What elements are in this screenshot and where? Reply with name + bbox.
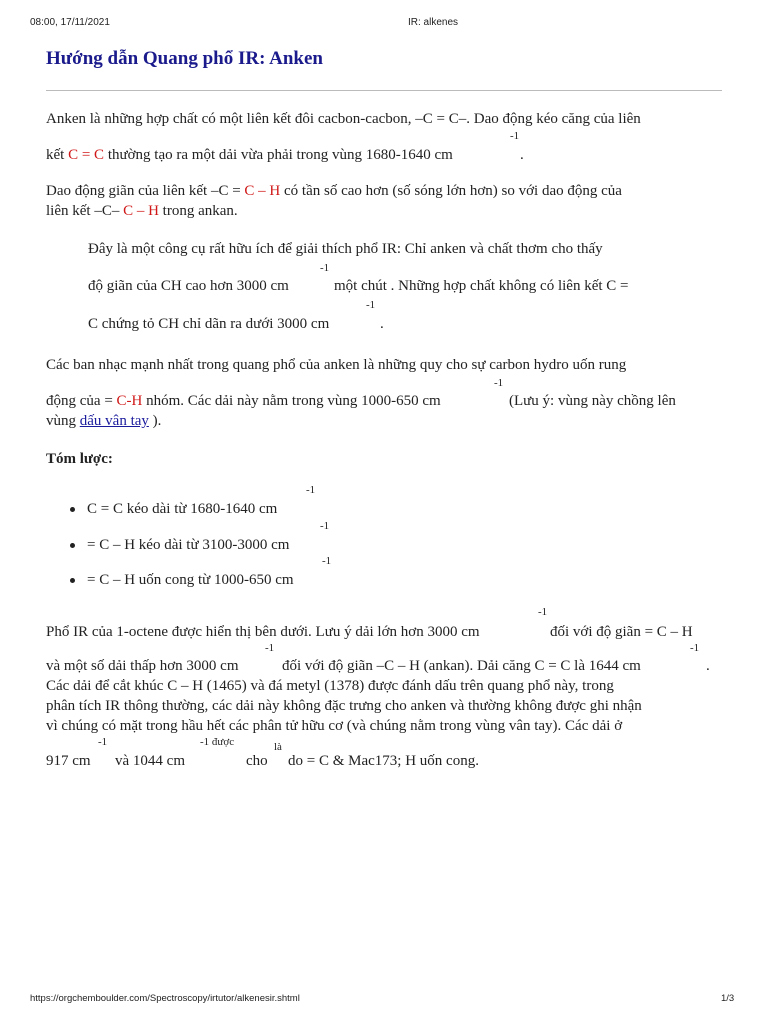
- ch-group-red: C-H: [116, 393, 143, 409]
- p1-line2: kết C = C thường tạo ra một dải vừa phải trong vùng 1680-1640 cm: [46, 147, 453, 163]
- quote-superscript-1: -1: [320, 262, 330, 274]
- quote-line2b: một chút . Những hợp chất không có liên kết C =: [334, 278, 629, 294]
- page-url: https://orgchemboulder.com/Spectroscopy/irtutor/alkenesir.shtml: [30, 993, 300, 1004]
- summary-item-3-sup: -1: [322, 555, 332, 567]
- p4-line3: Các dải để cắt khúc C – H (1465) và đá metyl (1378) được đánh dấu trên quang phổ này, trong: [46, 678, 614, 694]
- p4-sup-b: -1: [265, 642, 275, 654]
- p1-superscript: -1: [510, 130, 520, 142]
- summary-item-1-sup: -1: [306, 484, 316, 496]
- title-divider: [46, 90, 722, 91]
- p4-sup-d: -1: [98, 736, 108, 748]
- p4-line6a: 917 cm: [46, 753, 91, 769]
- quote-line3b: .: [380, 316, 384, 332]
- p4-sup-f: là: [274, 741, 282, 753]
- p4-line2b: đối với độ giãn –C – H (ankan). Dải căng C = C là 1644 cm: [282, 658, 641, 674]
- p1-line1: Anken là những hợp chất có một liên kết đôi cacbon-cacbon, –C = C–. Dao động kéo căng của liên: [46, 111, 641, 127]
- bullet-icon: [70, 507, 75, 512]
- ch-bond-red-1: C – H: [244, 183, 281, 199]
- bullet-icon: [70, 578, 75, 583]
- summary-item-1: C = C kéo dài từ 1680-1640 cm: [87, 501, 278, 517]
- page-title: Hướng dẫn Quang phổ IR: Anken: [46, 48, 323, 69]
- quote-line1: Đây là một công cụ rất hữu ích để giải thích phổ IR: Chỉ anken và chất thơm cho thấy: [88, 241, 603, 257]
- p4-sup-e: -1 được: [200, 736, 235, 748]
- quote-line2a: độ giãn của CH cao hơn 3000 cm: [88, 278, 289, 294]
- ch-bond-red-2: C – H: [123, 203, 159, 219]
- p3-line2: động của = C-H nhóm. Các dải này nằm trong vùng 1000-650 cm: [46, 393, 441, 409]
- p4-sup-a: -1: [538, 606, 548, 618]
- bullet-icon: [70, 543, 75, 548]
- summary-item-2: = C – H kéo dài từ 3100-3000 cm: [87, 537, 290, 553]
- quote-superscript-2: -1: [366, 299, 376, 311]
- p3-line1: Các ban nhạc mạnh nhất trong quang phổ của anken là những quy cho sự carbon hydro uốn rung: [46, 357, 627, 373]
- p4-line1a: Phổ IR của 1-octene được hiển thị bên dưới. Lưu ý dải lớn hơn 3000 cm: [46, 624, 480, 640]
- p3-superscript: -1: [494, 377, 504, 389]
- cc-bond-red: C = C: [68, 147, 105, 163]
- p1-period: .: [520, 147, 524, 163]
- p3-line3: vùng dấu vân tay ).: [46, 413, 162, 429]
- print-page-title: IR: alkenes: [408, 17, 459, 28]
- p4-line6d: do = C & Mac173; H uốn cong.: [288, 753, 479, 769]
- p4-sup-c: -1: [690, 642, 700, 654]
- p4-line2a: và một số dải thấp hơn 3000 cm: [46, 658, 239, 674]
- p4-line5: vì chúng có mặt trong hầu hết các phân tử hữu cơ (và chúng nằm trong vùng vân tay). Các dải ở: [46, 718, 623, 734]
- page-number: 1/3: [721, 993, 735, 1004]
- p3-line2-note: (Lưu ý: vùng này chồng lên: [509, 393, 676, 409]
- summary-heading: Tóm lược:: [46, 451, 113, 467]
- p4-line1b: đối với độ giãn = C – H: [550, 624, 693, 640]
- p2-line1: Dao động giãn của liên kết –C = C – H có tần số cao hơn (số sóng lớn hơn) so với dao động của: [46, 183, 622, 199]
- summary-item-2-sup: -1: [320, 520, 330, 532]
- p4-line2c: .: [706, 658, 710, 674]
- p4-line4: phân tích IR thông thường, các dải này không đặc trưng cho anken và thường không được ghi nhận: [46, 698, 642, 714]
- print-datetime: 08:00, 17/11/2021: [30, 17, 110, 28]
- p4-line6b: và 1044 cm: [115, 753, 185, 769]
- summary-item-3: = C – H uốn cong từ 1000-650 cm: [87, 572, 294, 588]
- p2-line2: liên kết –C– C – H trong ankan.: [46, 203, 238, 219]
- p4-line6c: cho: [246, 753, 268, 769]
- fingerprint-region-link[interactable]: dấu vân tay: [79, 413, 149, 429]
- quote-line3a: C chứng tỏ CH chỉ dãn ra dưới 3000 cm: [88, 316, 330, 332]
